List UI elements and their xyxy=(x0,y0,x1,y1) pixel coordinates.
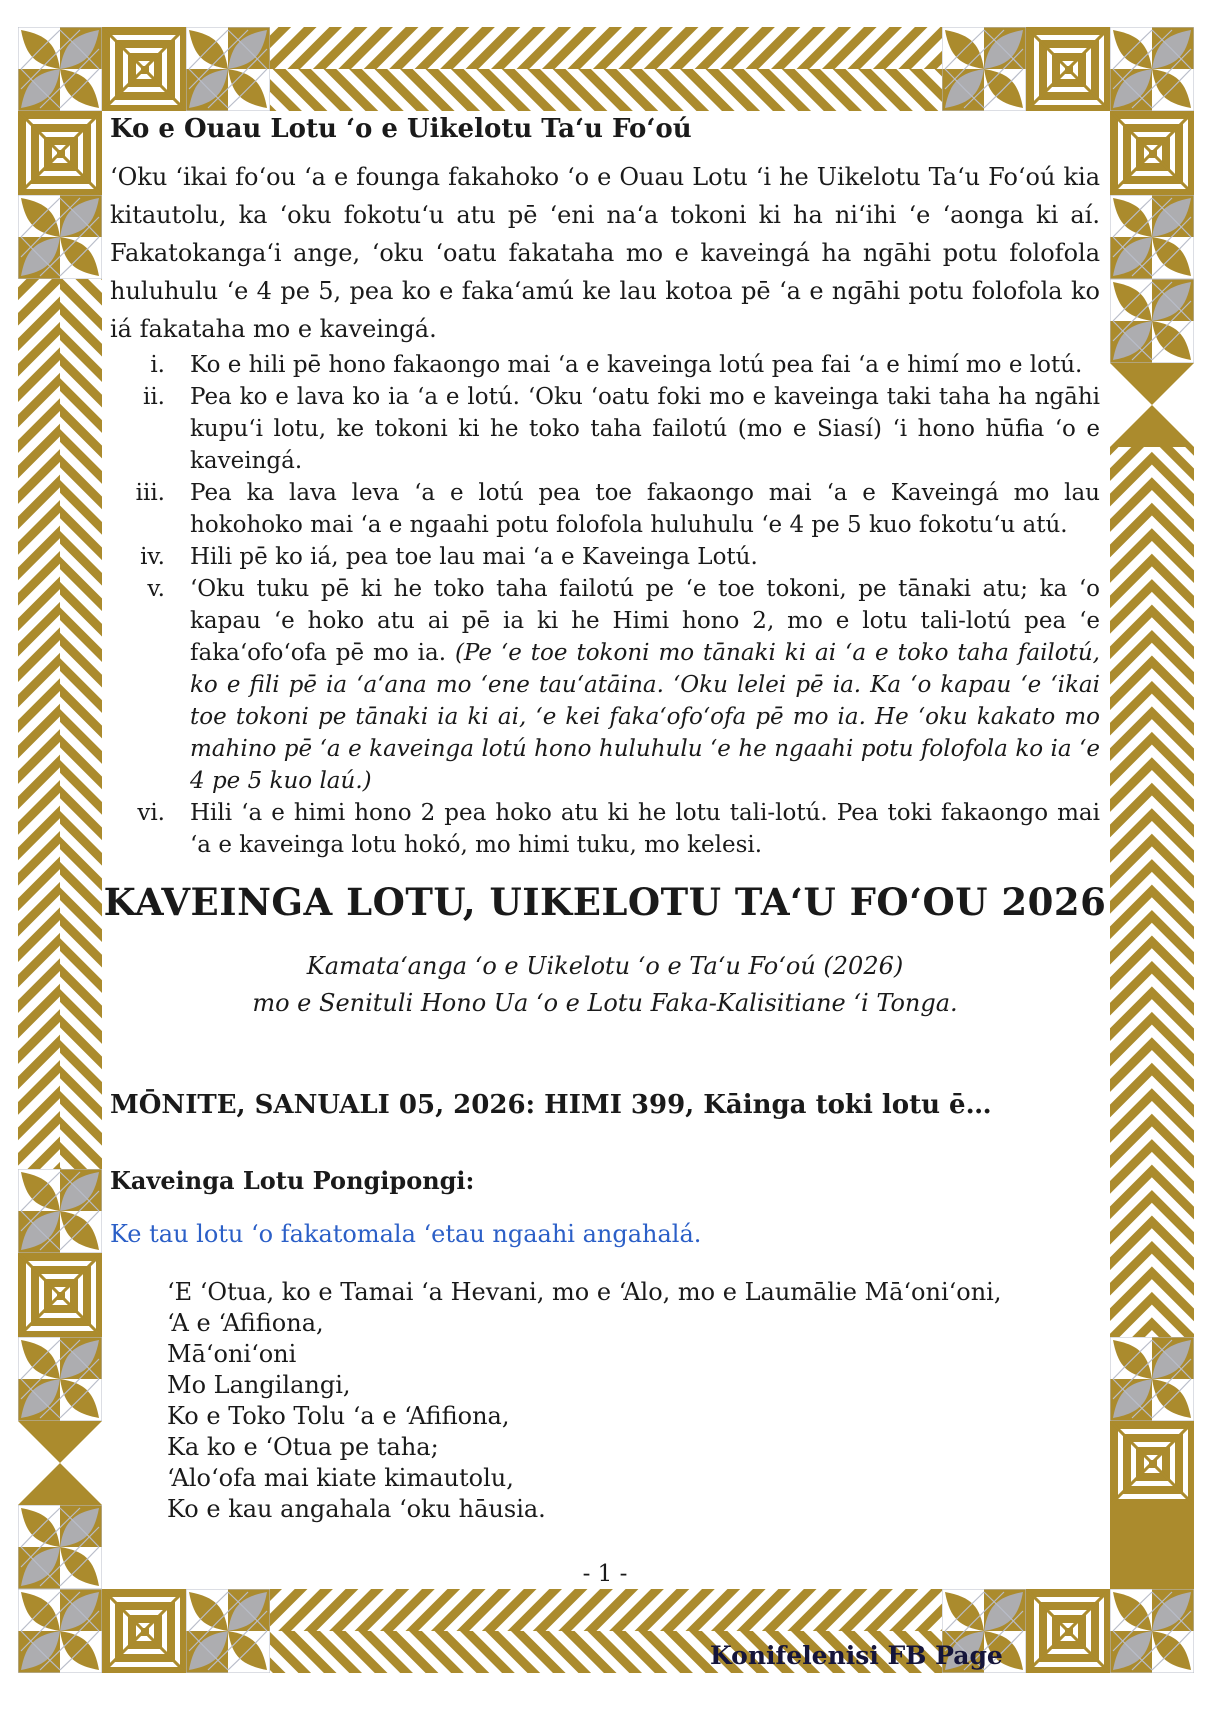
service-day-heading: MŌNITE, SANUALI 05, 2026: HIMI 399, Kāinga toki lotu ē… xyxy=(110,1090,992,1120)
intro-paragraph: ʻOku ʻikai foʻou ʻa e founga fakahoko ʻo e Ouau Lotu ʻi he Uikelotu Taʻu Foʻoú kia kitautolu, ka ʻoku fokotuʻu atu pē ʻeni naʻa tokoni ki ha niʻihi ʻe ʻaonga ki aí. Fakatokangaʻi ange, ʻoku ʻoatu fakataha mo e kaveingá ha ngāhi potu folofola huluhulu ʻe 4 pe 5, pea ko e fakaʻamú ke lau kotoa pē ʻa e ngāhi potu folofola ko iá fakataha mo e kaveingá. xyxy=(110,163,1100,343)
list-item xyxy=(110,477,1100,541)
list-item xyxy=(110,797,1100,861)
step-text: Ko e hili pē hono fakaongo mai ʻa e kaveinga lotú pea fai ʻa e himí mo e lotú. xyxy=(190,352,1083,378)
list-item xyxy=(110,541,1100,573)
hymn-line: ʻA e ʻAfifiona, xyxy=(167,1309,324,1337)
step-number: v. xyxy=(147,576,165,602)
watermark-text: Konifelenisi FB Page xyxy=(710,1641,1003,1670)
step-text: Hili pē ko iá, pea toe lau mai ʻa e Kaveinga Lotú. xyxy=(190,544,758,570)
hymn-line: ʻE ʻOtua, ko e Tamai ʻa Hevani, mo e ʻAlo, mo e Laumālie Māʻoniʻoni, xyxy=(167,1278,1002,1306)
step-number: iv. xyxy=(140,544,165,570)
list-item xyxy=(110,573,1100,797)
hymn-block xyxy=(167,1277,1067,1525)
step-number: i. xyxy=(150,352,165,378)
step-text: Pea ka lava leva ʻa e lotú pea toe fakaongo mai ʻa e Kaveingá mo lau hokohoko mai ʻa e ngaahi potu folofola huluhulu ʻe 4 pe 5 kuo fokotuʻu atú. xyxy=(190,480,1100,538)
main-heading: KAVEINGA LOTU, UIKELOTU TAʻU FOʻOU 2026 xyxy=(103,880,1107,924)
step-text: ʻOku tuku pē ki he toko taha failotú pe ʻe toe tokoni, pe tānaki atu; ka ʻo kapau ʻe hoko atu ai pē ia ki he Himi hono 2, mo e lotu tali-lotú pea ʻe fakaʻofoʻofa pē mo ia. (Pe ʻe toe tokoni mo tānaki ki ai ʻa e toko taha failotú, ko e fili pē ia ʻaʻana mo ʻene tauʻatāina. ʻOku lelei pē ia. Ka ʻo kapau ʻe ʻikai toe tokoni pe tānaki ia ki ai, ʻe kei fakaʻofoʻofa pē mo ia. He ʻoku kakato mo mahino pē ʻa e kaveinga lotú hono huluhulu ʻe he ngaahi potu folofola ko ia ʻe 4 pe 5 kuo laú.) xyxy=(190,576,1100,794)
step-text: Hili ʻa e himi hono 2 pea hoko atu ki he lotu tali-lotú. Pea toki fakaongo mai ʻa e kaveinga lotu hokó, mo himi tuku, mo kelesi. xyxy=(190,800,1100,858)
hymn-line: ʻAloʻofa mai kiate kimautolu, xyxy=(167,1464,514,1492)
hymn-line: Ko e Toko Tolu ʻa e ʻAfifiona, xyxy=(167,1402,510,1430)
hymn-line: Mo Langilangi, xyxy=(167,1371,351,1399)
hymn-line: Ko e kau angahala ʻoku hāusia. xyxy=(167,1495,546,1523)
hymn-line: Māʻoniʻoni xyxy=(167,1340,297,1368)
theme-text: Ke tau lotu ʻo fakatomala ʻetau ngaahi angahalá. xyxy=(110,1220,702,1248)
list-item xyxy=(110,381,1100,477)
step-number: vi. xyxy=(137,800,165,826)
step-number: ii. xyxy=(142,384,165,410)
morning-theme-label: Kaveinga Lotu Pongipongi: xyxy=(110,1166,475,1195)
subtitle-line-2: mo e Senituli Hono Ua ʻo e Lotu Faka-Kalisitiane ʻi Tonga. xyxy=(252,989,958,1017)
document-title: Ko e Ouau Lotu ʻo e Uikelotu Taʻu Foʻoú xyxy=(110,114,692,144)
worship-order-list xyxy=(110,349,1100,861)
step-text: Pea ko e lava ko ia ʻa e lotú. ʻOku ʻoatu foki mo e kaveinga taki taha ha ngāhi kupuʻi lotu, ke tokoni ki he toko taha failotú (mo e Siasí) ʻi hono hūfia ʻo e kaveingá. xyxy=(190,384,1100,474)
list-item xyxy=(110,349,1100,381)
hymn-line: Ka ko e ʻOtua pe taha; xyxy=(167,1433,439,1461)
page-number: - 1 - xyxy=(582,1561,628,1587)
step-number: iii. xyxy=(135,480,165,506)
subtitle-line-1: Kamataʻanga ʻo e Uikelotu ʻo e Taʻu Foʻoú (2026) xyxy=(306,952,904,980)
